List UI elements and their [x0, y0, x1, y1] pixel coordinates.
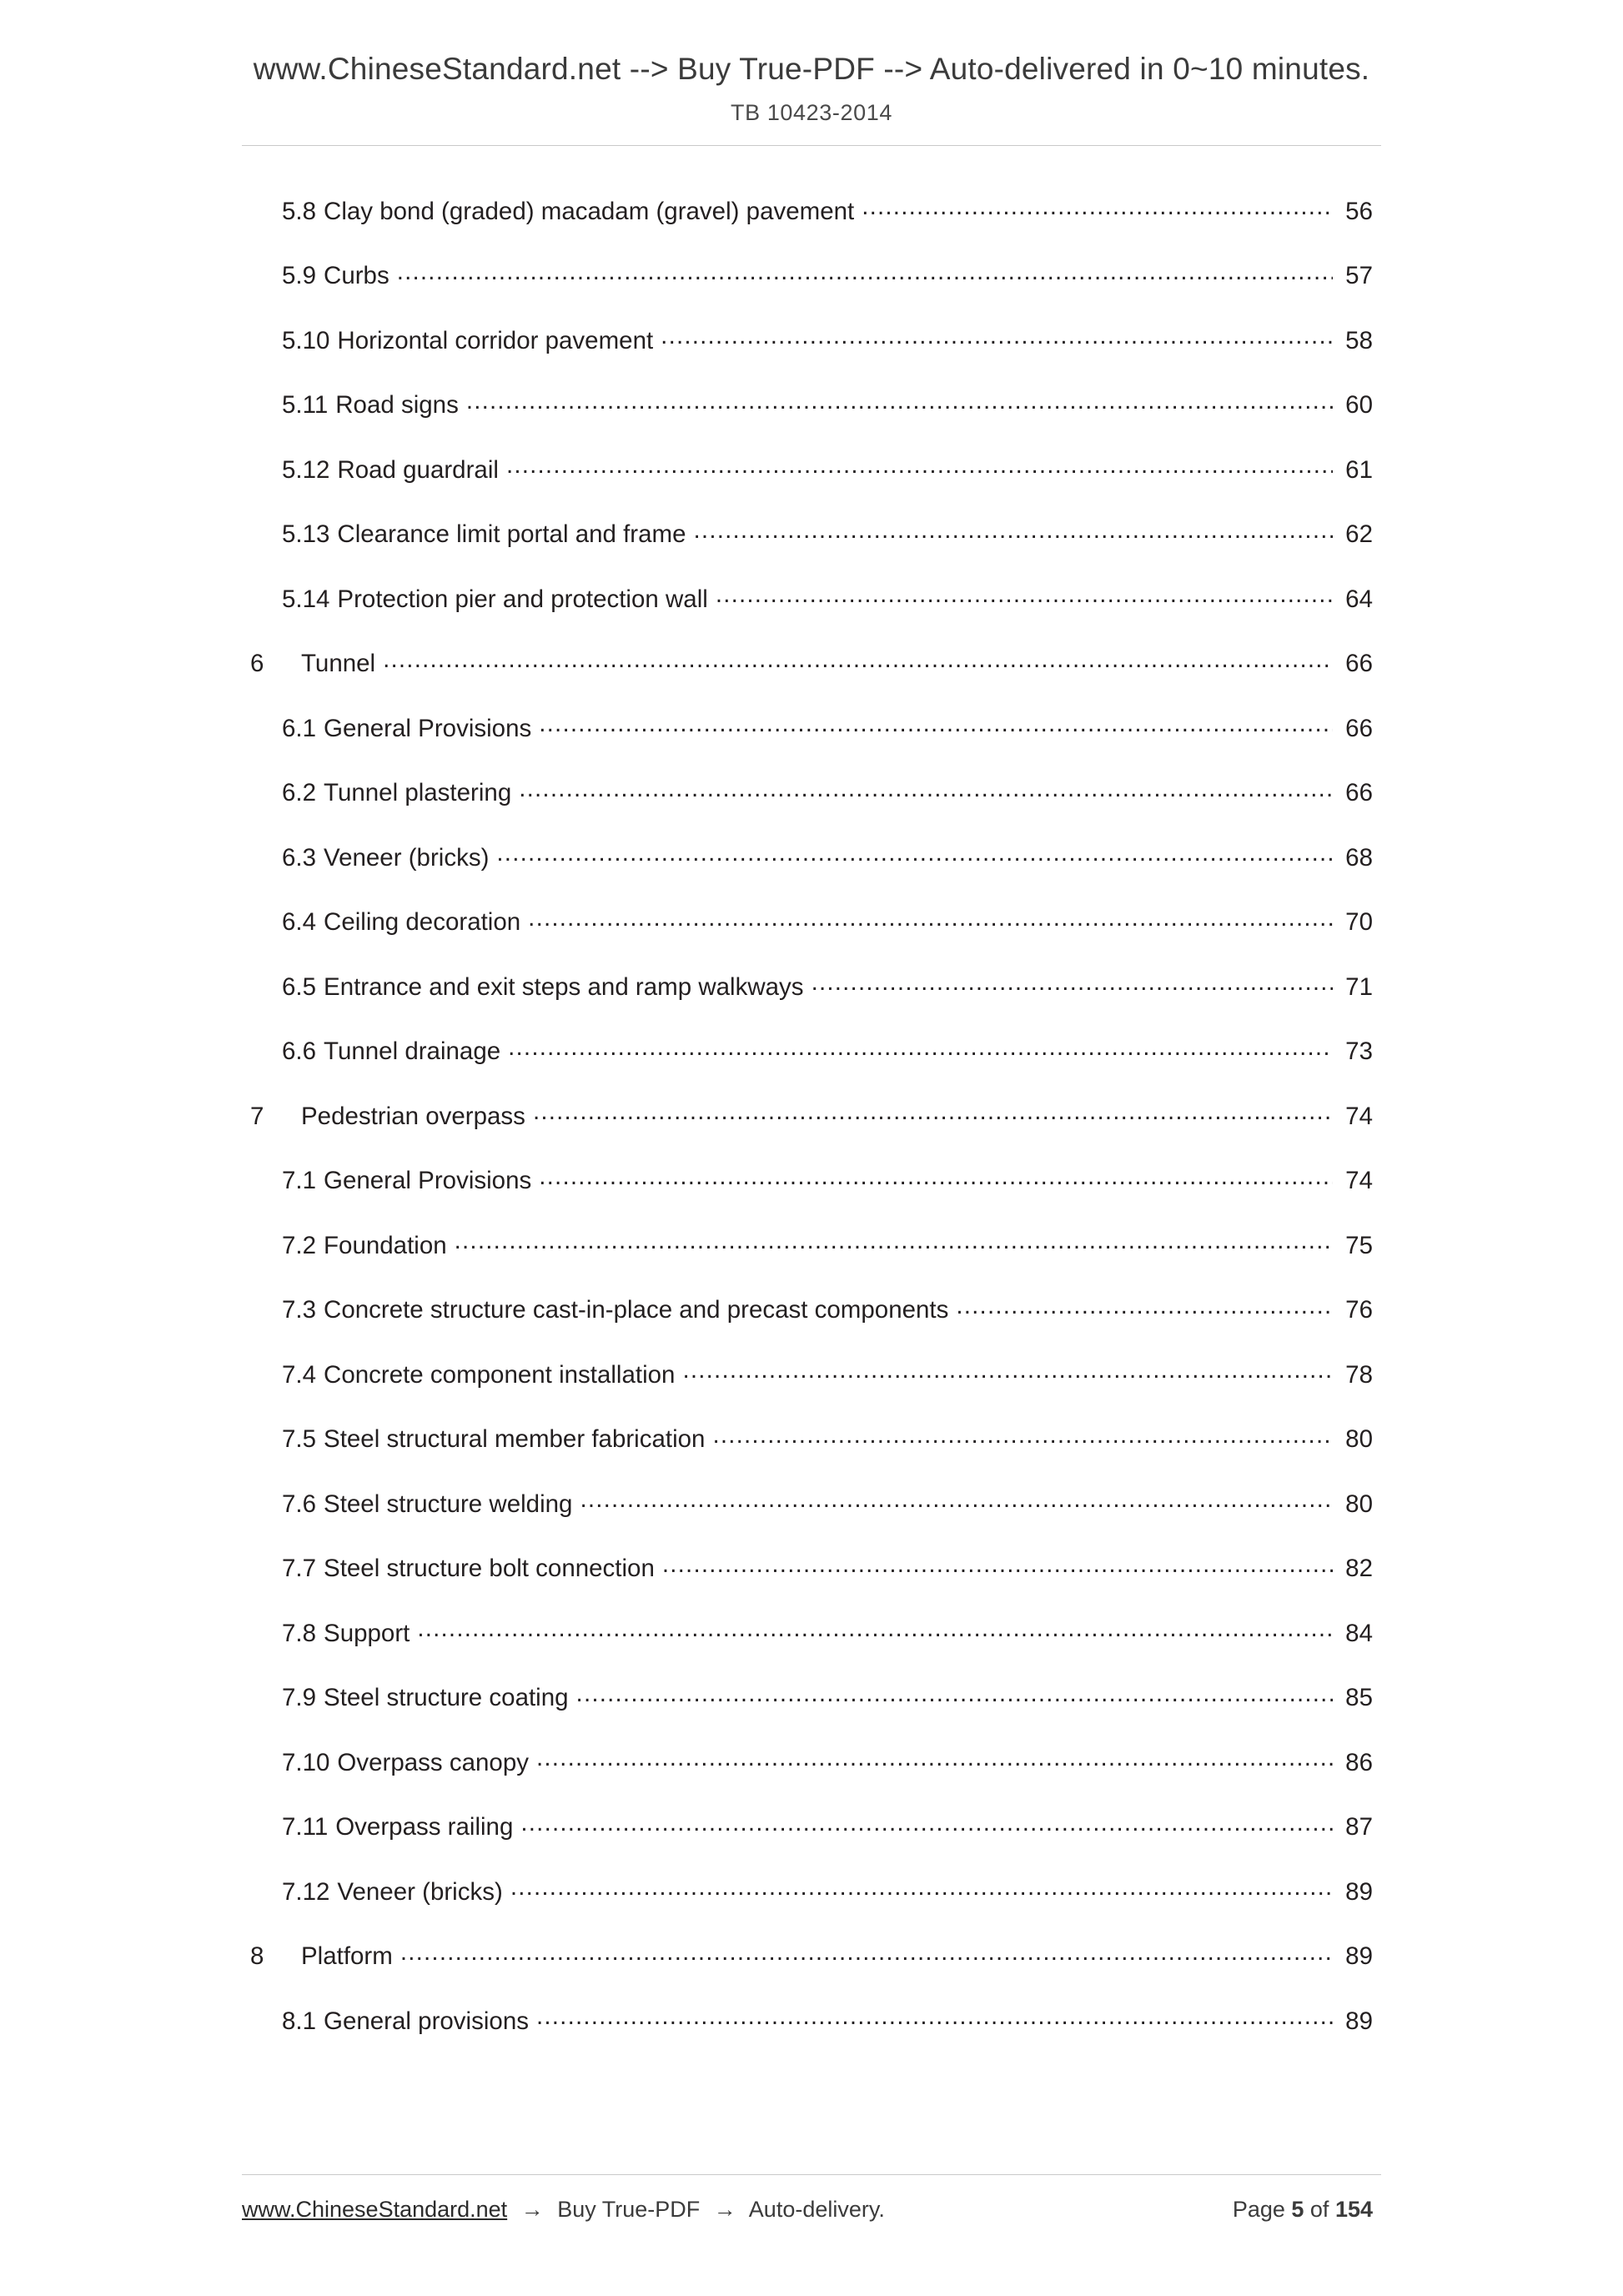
toc-entry-gap: [948, 1298, 956, 1323]
toc-entry-gap: [686, 522, 694, 547]
toc-entry[interactable]: [250, 1487, 1373, 1516]
toc-entry-gap: [316, 910, 324, 935]
toc-entry-page: 89: [1345, 1942, 1373, 1970]
table-of-contents: [0, 194, 1623, 2033]
toc-entry-gap: [525, 1104, 533, 1129]
toc-entry-page: 66: [1345, 779, 1373, 806]
toc-leader-dots: [862, 194, 1333, 219]
toc-entry-gap: [500, 1039, 508, 1064]
toc-entry-page: 58: [1345, 326, 1373, 354]
toc-entry-page: 66: [1345, 650, 1373, 677]
toc-leader-dots: [716, 582, 1333, 607]
toc-entry-gap: [316, 781, 324, 806]
toc-leader-dots: [539, 711, 1333, 736]
toc-entry-title: Protection pier and protection wall: [337, 585, 708, 613]
toc-entry-title: General Provisions: [324, 714, 532, 742]
toc-entry-gap: [316, 199, 324, 224]
toc-leader-dots: [580, 1487, 1333, 1512]
toc-entry-title: Platform: [301, 1942, 393, 1970]
toc-leader-dots: [539, 1164, 1333, 1189]
toc-entry-page: 89: [1345, 2007, 1373, 2035]
toc-entry-page: 76: [1345, 1296, 1373, 1324]
toc-leader-dots: [383, 647, 1333, 672]
toc-entry-gap: [520, 910, 528, 935]
toc-entry-page: 87: [1345, 1813, 1373, 1841]
toc-entry-gap: [316, 1686, 324, 1711]
toc-entry-gap: [328, 1815, 335, 1840]
toc-entry-title: Veneer (bricks): [324, 843, 490, 872]
toc-entry[interactable]: [250, 1228, 1373, 1258]
toc-entry[interactable]: [250, 1746, 1373, 1775]
toc-entry-number: 7.2: [282, 1231, 317, 1259]
toc-entry-gap: [854, 199, 862, 224]
toc-entry-gap: [316, 1621, 324, 1646]
toc-entry-gap: [572, 1492, 580, 1517]
toc-entry-gap: [513, 1815, 520, 1840]
toc-entry-gap: [375, 651, 383, 676]
toc-entry[interactable]: [250, 1164, 1373, 1193]
toc-entry-number: 7.1: [282, 1167, 317, 1194]
toc-entry-title: Tunnel drainage: [324, 1037, 501, 1065]
toc-entry-gap: [316, 2009, 324, 2034]
toc-entry-page: 74: [1345, 1102, 1373, 1130]
toc-entry-title: Veneer (bricks): [337, 1877, 503, 1906]
toc-entry-gap: [316, 1556, 324, 1581]
toc-entry[interactable]: [250, 518, 1373, 547]
promo-banner: www.ChineseStandard.net --> Buy True-PDF --> Auto-delivered in 0~10 minutes.: [253, 52, 1370, 86]
toc-entry[interactable]: [250, 1099, 1373, 1128]
toc-entry-number: 5.14: [282, 585, 330, 613]
toc-entry-page: 75: [1345, 1231, 1373, 1259]
toc-entry-number: 7.8: [282, 1619, 317, 1647]
toc-entry-gap: [316, 716, 324, 741]
toc-leader-dots: [417, 1616, 1333, 1641]
toc-entry-gap: [316, 1427, 324, 1452]
toc-entry-title: Entrance and exit steps and ramp walkways: [324, 972, 804, 1001]
page-indicator: [1233, 2197, 1373, 2223]
toc-entry[interactable]: [250, 1552, 1373, 1581]
toc-leader-dots: [533, 1099, 1333, 1124]
page-number: 5: [1291, 2197, 1304, 2222]
toc-leader-dots: [506, 453, 1333, 478]
toc-entry-page: 57: [1345, 262, 1373, 289]
toc-entry-title: General Provisions: [324, 1167, 532, 1194]
toc-entry-number: 7.7: [282, 1555, 317, 1582]
toc-entry-title: Overpass canopy: [337, 1748, 529, 1776]
toc-entry-number: 7.10: [282, 1748, 330, 1776]
toc-entry[interactable]: [250, 582, 1373, 611]
toc-entry-gap: [389, 264, 397, 289]
page-label-middle: of: [1304, 2197, 1335, 2222]
toc-entry[interactable]: [250, 453, 1373, 482]
standard-code: TB 10423-2014: [731, 100, 892, 125]
toc-entry-gap: [329, 522, 337, 547]
toc-entry-number: 5.12: [282, 455, 330, 484]
toc-entry-number: 7: [250, 1102, 264, 1130]
toc-entry-gap: [653, 329, 661, 354]
toc-entry[interactable]: [250, 1035, 1373, 1064]
toc-leader-dots: [455, 1228, 1333, 1254]
toc-entry-gap: [503, 1880, 510, 1905]
toc-entry-title: Curbs: [324, 262, 389, 289]
toc-entry-gap: [328, 393, 335, 418]
toc-entry-number: 5.10: [282, 326, 330, 354]
toc-leader-dots: [519, 776, 1333, 801]
toc-leader-dots: [536, 2004, 1333, 2029]
toc-entry-number: 7.4: [282, 1360, 317, 1389]
toc-entry-gap: [316, 1298, 324, 1323]
toc-entry-title: Steel structure coating: [324, 1684, 569, 1711]
toc-entry-number: 6.3: [282, 843, 317, 872]
toc-leader-dots: [662, 1552, 1333, 1577]
toc-entry-gap: [329, 329, 337, 354]
toc-entry-gap: [705, 1427, 712, 1452]
toc-entry-title: Ceiling decoration: [324, 908, 521, 936]
toc-entry-gap: [531, 1168, 539, 1193]
toc-entry-title: Tunnel plastering: [324, 779, 512, 806]
toc-entry-number: 7.6: [282, 1490, 317, 1518]
toc-entry-number: 8: [250, 1942, 264, 1970]
toc-entry-page: 74: [1345, 1167, 1373, 1194]
toc-entry-number: 7.11: [282, 1813, 329, 1841]
toc-entry-gap: [329, 1751, 337, 1776]
toc-entry-number: 8.1: [282, 2007, 317, 2035]
toc-entry-number: 7.5: [282, 1425, 317, 1453]
page-label-prefix: Page: [1232, 2197, 1292, 2222]
toc-leader-dots: [661, 324, 1333, 349]
toc-entry-page: 80: [1345, 1490, 1373, 1518]
toc-leader-dots: [536, 1746, 1333, 1771]
toc-entry-gap: [329, 587, 337, 612]
toc-entry-number: 7.12: [282, 1877, 330, 1906]
toc-entry[interactable]: [250, 389, 1373, 418]
footer-delivery-label: Auto-delivery.: [748, 2197, 885, 2222]
toc-entry-gap: [499, 458, 506, 483]
toc-entry-number: 5.8: [282, 197, 317, 225]
toc-entry-gap: [459, 393, 466, 418]
toc-entry-page: 64: [1345, 585, 1373, 613]
toc-entry-gap: [708, 587, 716, 612]
toc-entry[interactable]: [250, 1423, 1373, 1452]
toc-entry-number: 7.3: [282, 1296, 317, 1324]
toc-entry[interactable]: [250, 906, 1373, 935]
toc-entry-gap: [489, 846, 496, 871]
toc-entry-gap: [316, 1168, 324, 1193]
toc-entry[interactable]: [250, 776, 1373, 806]
footer-site-link[interactable]: www.ChineseStandard.net: [242, 2197, 508, 2222]
toc-entry-number: 6: [250, 650, 264, 677]
toc-entry-page: 85: [1345, 1684, 1373, 1711]
toc-leader-dots: [466, 389, 1333, 414]
page-footer: [0, 2174, 1623, 2223]
toc-entry-number: 6.2: [282, 779, 317, 806]
toc-entry-gap: [393, 1944, 400, 1969]
toc-entry-page: 70: [1345, 908, 1373, 936]
toc-entry-title: Concrete structure cast-in-place and precast components: [324, 1296, 949, 1324]
toc-entry-title: Steel structural member fabrication: [324, 1425, 706, 1453]
toc-entry-title: Horizontal corridor pavement: [337, 326, 654, 354]
toc-leader-dots: [397, 259, 1333, 284]
toc-entry-gap: [316, 975, 324, 1000]
toc-leader-dots: [510, 1875, 1333, 1900]
toc-entry-page: 60: [1345, 391, 1373, 419]
toc-entry-gap: [569, 1686, 576, 1711]
toc-entry-page: 73: [1345, 1037, 1373, 1065]
toc-entry-number: 5.13: [282, 520, 330, 548]
toc-entry-page: 62: [1345, 520, 1373, 548]
toc-entry-title: Concrete component installation: [324, 1360, 676, 1389]
toc-entry-number: 5.9: [282, 262, 317, 289]
toc-entry-page: 82: [1345, 1555, 1373, 1582]
toc-entry-page: 66: [1345, 714, 1373, 742]
toc-entry-gap: [655, 1556, 662, 1581]
toc-entry-page: 84: [1345, 1619, 1373, 1647]
toc-entry-gap: [294, 1104, 301, 1129]
toc-leader-dots: [528, 906, 1333, 931]
toc-entry[interactable]: [250, 324, 1373, 353]
toc-entry[interactable]: [250, 1358, 1373, 1387]
toc-entry-gap: [316, 1363, 324, 1388]
toc-entry-gap: [329, 1880, 337, 1905]
toc-entry-title: Pedestrian overpass: [301, 1102, 525, 1130]
toc-leader-dots: [712, 1423, 1333, 1448]
page-header: [0, 0, 1623, 146]
toc-entry-title: Road guardrail: [337, 455, 499, 484]
toc-entry-number: 6.4: [282, 908, 317, 936]
toc-entry-gap: [316, 1039, 324, 1064]
toc-entry-number: 6.5: [282, 972, 317, 1001]
toc-entry-title: General provisions: [324, 2007, 529, 2035]
toc-entry-number: 6.6: [282, 1037, 317, 1065]
toc-entry-gap: [511, 781, 519, 806]
toc-entry-page: 71: [1345, 972, 1373, 1001]
toc-entry[interactable]: [250, 1875, 1373, 1904]
header-divider: [242, 145, 1381, 146]
footer-buy-label: Buy True-PDF: [557, 2197, 701, 2222]
toc-entry-gap: [410, 1621, 417, 1646]
toc-entry-gap: [294, 651, 301, 676]
toc-leader-dots: [508, 1035, 1333, 1060]
toc-entry-page: 89: [1345, 1877, 1373, 1906]
toc-entry-gap: [316, 846, 324, 871]
toc-entry[interactable]: [250, 1616, 1373, 1645]
toc-entry-title: Support: [324, 1619, 410, 1647]
toc-entry[interactable]: [250, 970, 1373, 999]
toc-entry[interactable]: [250, 1294, 1373, 1323]
arrow-right-icon-1: →: [520, 2197, 544, 2222]
toc-entry-gap: [329, 458, 337, 483]
toc-entry-title: Clearance limit portal and frame: [337, 520, 686, 548]
toc-entry-gap: [316, 1492, 324, 1517]
toc-entry-gap: [804, 975, 812, 1000]
toc-entry-page: 68: [1345, 843, 1373, 872]
toc-entry-number: 5.11: [282, 391, 329, 419]
toc-entry-page: 78: [1345, 1360, 1373, 1389]
toc-leader-dots: [576, 1681, 1333, 1706]
toc-leader-dots: [812, 970, 1333, 995]
toc-entry-gap: [316, 264, 324, 289]
toc-entry-gap: [529, 2009, 536, 2034]
toc-entry-title: Tunnel: [301, 650, 376, 677]
toc-leader-dots: [400, 1940, 1333, 1965]
toc-entry-page: 86: [1345, 1748, 1373, 1776]
toc-entry-number: 6.1: [282, 714, 317, 742]
page-total: 154: [1334, 2197, 1373, 2222]
toc-entry[interactable]: [250, 1681, 1373, 1711]
toc-leader-dots: [956, 1294, 1333, 1319]
toc-entry[interactable]: [250, 1811, 1373, 1840]
toc-entry[interactable]: [250, 194, 1373, 224]
toc-leader-dots: [694, 518, 1333, 543]
toc-entry-gap: [529, 1751, 536, 1776]
toc-entry-gap: [675, 1363, 682, 1388]
toc-leader-dots: [496, 841, 1333, 866]
toc-entry-number: 7.9: [282, 1684, 317, 1711]
toc-entry-page: 80: [1345, 1425, 1373, 1453]
toc-entry-page: 56: [1345, 197, 1373, 225]
toc-entry-title: Foundation: [324, 1231, 447, 1259]
toc-entry[interactable]: [250, 841, 1373, 870]
toc-entry[interactable]: [250, 711, 1373, 741]
toc-entry-gap: [316, 1233, 324, 1259]
toc-entry[interactable]: [250, 2004, 1373, 2033]
toc-entry-page: 61: [1345, 455, 1373, 484]
toc-entry-gap: [294, 1944, 301, 1969]
toc-entry-title: Steel structure welding: [324, 1490, 573, 1518]
arrow-right-icon-2: →: [713, 2197, 736, 2222]
toc-leader-dots: [682, 1358, 1333, 1383]
toc-entry-gap: [447, 1233, 455, 1259]
toc-entry-gap: [531, 716, 539, 741]
footer-divider: [242, 2174, 1381, 2175]
toc-entry[interactable]: [250, 1940, 1373, 1969]
toc-leader-dots: [520, 1811, 1333, 1836]
toc-entry-title: Overpass railing: [335, 1813, 514, 1841]
toc-entry-title: Road signs: [335, 391, 459, 419]
toc-entry-title: Clay bond (graded) macadam (gravel) pavement: [324, 197, 855, 225]
toc-entry[interactable]: [250, 647, 1373, 676]
toc-entry-title: Steel structure bolt connection: [324, 1555, 655, 1582]
toc-entry[interactable]: [250, 259, 1373, 289]
